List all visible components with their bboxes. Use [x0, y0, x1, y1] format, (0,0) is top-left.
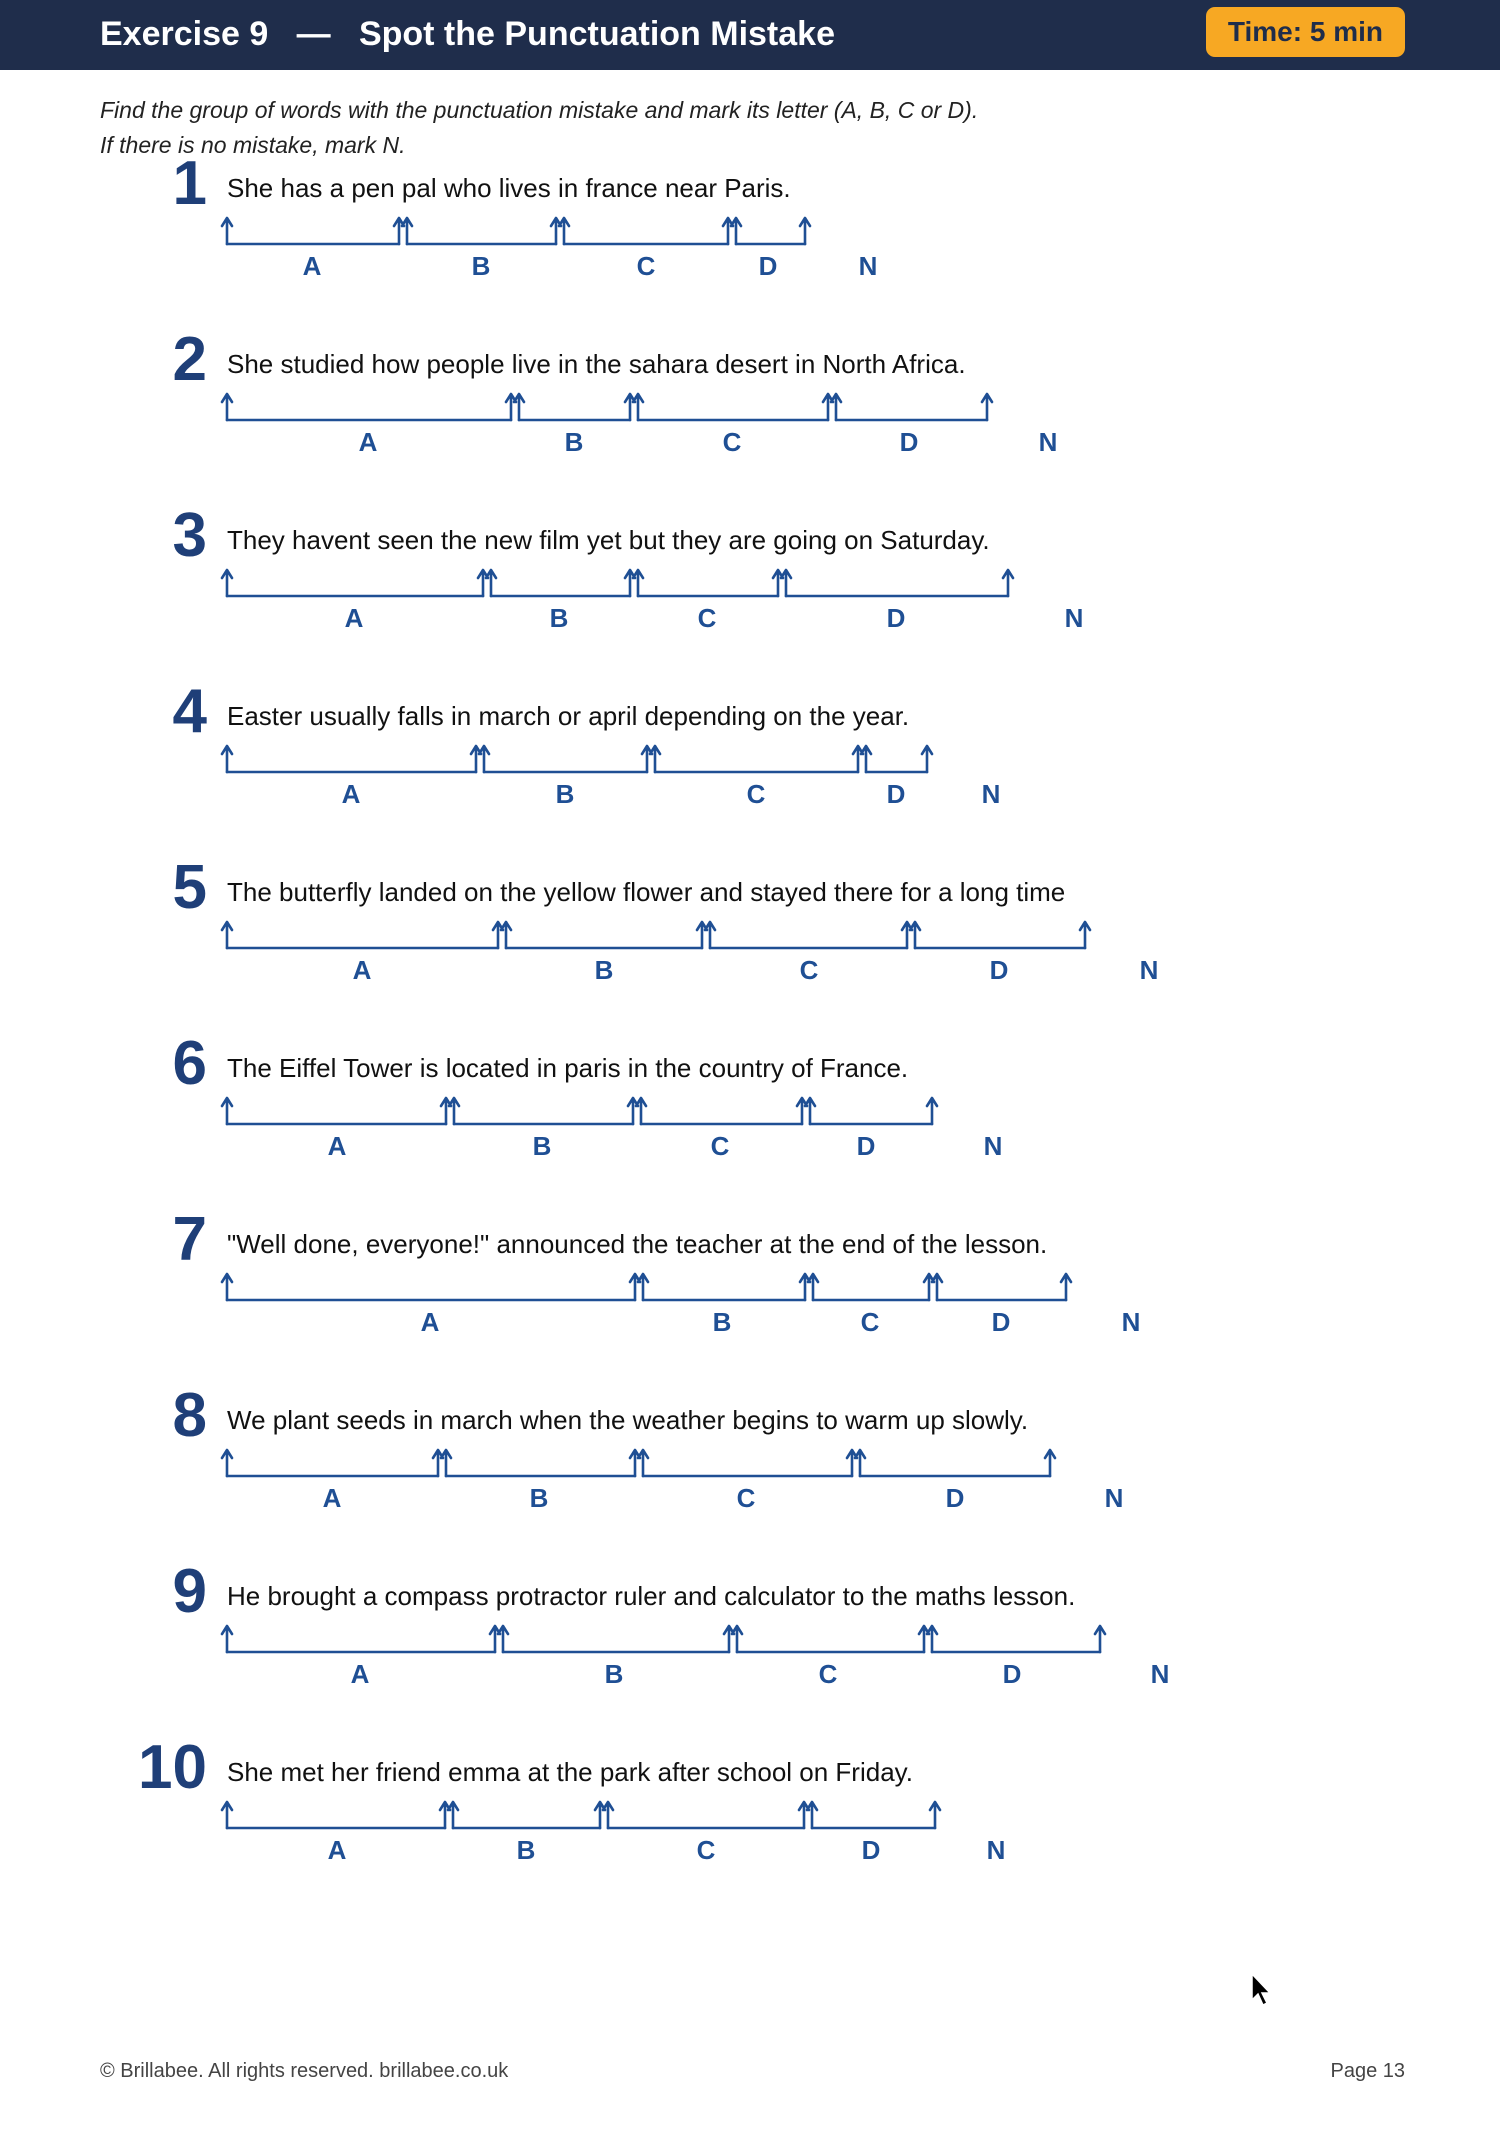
- bracket-arrow: [630, 1450, 640, 1476]
- answer-brackets: [0, 1566, 1500, 1736]
- bracket-arrow: [799, 1802, 809, 1828]
- timer-badge: Time: 5 min: [1206, 7, 1405, 57]
- option-a[interactable]: A: [358, 427, 378, 457]
- bracket-arrow: [441, 1450, 451, 1476]
- bracket-arrow: [498, 1626, 508, 1652]
- option-d[interactable]: D: [989, 955, 1009, 985]
- question-sentence: She studied how people live in the sahara desert in North Africa.: [227, 349, 966, 379]
- option-b[interactable]: B: [604, 1659, 624, 1689]
- option-n[interactable]: N: [981, 779, 1001, 809]
- option-b[interactable]: B: [712, 1307, 732, 1337]
- bracket-arrow: [551, 218, 561, 244]
- option-b[interactable]: B: [516, 1835, 536, 1865]
- bracket-arrow: [1045, 1450, 1055, 1476]
- answer-brackets: [0, 1214, 1500, 1384]
- bracket-arrow: [222, 1450, 232, 1476]
- answer-brackets: [0, 862, 1500, 1032]
- question-6: [0, 1029, 1500, 1208]
- option-c[interactable]: C: [860, 1307, 880, 1337]
- option-d[interactable]: D: [758, 251, 778, 281]
- bracket-arrow: [853, 746, 863, 772]
- bracket-arrow: [927, 1098, 937, 1124]
- option-d[interactable]: D: [945, 1483, 965, 1513]
- option-n[interactable]: N: [1121, 1307, 1141, 1337]
- bracket-arrow: [493, 922, 503, 948]
- question-number: 8: [172, 1381, 207, 1450]
- bracket-arrow: [636, 1098, 646, 1124]
- option-a[interactable]: A: [352, 955, 372, 985]
- question-sentence: "Well done, everyone!" announced the teacher at the end of the lesson.: [227, 1229, 1048, 1259]
- bracket-arrow: [479, 746, 489, 772]
- option-n[interactable]: N: [1064, 603, 1084, 633]
- bracket-arrow: [222, 1098, 232, 1124]
- option-b[interactable]: B: [529, 1483, 549, 1513]
- bracket-arrow: [448, 1802, 458, 1828]
- bracket-arrow: [1080, 922, 1090, 948]
- option-n[interactable]: N: [1104, 1483, 1124, 1513]
- option-a[interactable]: A: [302, 251, 322, 281]
- bracket-arrow: [930, 1802, 940, 1828]
- bracket-arrow: [478, 570, 488, 596]
- option-d[interactable]: D: [899, 427, 919, 457]
- question-sentence: We plant seeds in march when the weather begins to warm up slowly.: [227, 1405, 1029, 1435]
- bracket-arrow: [808, 1274, 818, 1300]
- bracket-arrow: [222, 218, 232, 244]
- bracket-arrow: [402, 218, 412, 244]
- instructions: [100, 93, 978, 163]
- page-title: [100, 15, 835, 54]
- question-7: [0, 1205, 1500, 1384]
- question-sentence: She met her friend emma at the park after school on Friday.: [227, 1757, 913, 1787]
- option-n[interactable]: N: [1038, 427, 1058, 457]
- instruction-line-2: If there is no mistake, mark N.: [100, 132, 406, 158]
- bracket-arrow: [922, 746, 932, 772]
- question-2: [0, 325, 1500, 504]
- question-sentence: The butterfly landed on the yellow flower and stayed there for a long time: [227, 877, 1066, 907]
- option-d[interactable]: D: [856, 1131, 876, 1161]
- question-3: [0, 501, 1500, 680]
- bracket-arrow: [807, 1802, 817, 1828]
- option-d[interactable]: D: [886, 603, 906, 633]
- question-sentence: The Eiffel Tower is located in paris in the country of France.: [227, 1053, 909, 1083]
- question-sentence: He brought a compass protractor ruler and calculator to the maths lesson.: [227, 1581, 1076, 1611]
- bracket-arrow: [222, 394, 232, 420]
- bracket-arrow: [222, 922, 232, 948]
- question-number: 1: [172, 149, 207, 218]
- bracket-arrow: [781, 570, 791, 596]
- question-number: 5: [172, 853, 207, 922]
- arrow-pointer-icon: [1250, 1972, 1274, 2008]
- question-number: 7: [172, 1205, 207, 1274]
- bracket-arrow: [559, 218, 569, 244]
- bracket-arrow: [1003, 570, 1013, 596]
- option-a[interactable]: A: [327, 1835, 347, 1865]
- option-b[interactable]: B: [471, 251, 491, 281]
- bracket-arrow: [910, 922, 920, 948]
- bracket-arrow: [919, 1626, 929, 1652]
- bracket-arrow: [831, 394, 841, 420]
- question-sentence: They havent seen the new film yet but they are going on Saturday.: [227, 525, 990, 555]
- bracket-arrow: [630, 1274, 640, 1300]
- bracket-arrow: [222, 1274, 232, 1300]
- option-d[interactable]: D: [991, 1307, 1011, 1337]
- bracket-arrow: [932, 1274, 942, 1300]
- bracket-arrow: [222, 746, 232, 772]
- bracket-arrow: [471, 746, 481, 772]
- bracket-arrow: [797, 1098, 807, 1124]
- option-d[interactable]: D: [861, 1835, 881, 1865]
- option-a[interactable]: A: [350, 1659, 370, 1689]
- option-n[interactable]: N: [983, 1131, 1003, 1161]
- bracket-arrow: [800, 218, 810, 244]
- answer-brackets: [0, 510, 1500, 680]
- question-number: 3: [172, 501, 207, 570]
- option-a[interactable]: A: [327, 1131, 347, 1161]
- bracket-arrow: [697, 922, 707, 948]
- bracket-arrow: [805, 1098, 815, 1124]
- bracket-arrow: [723, 218, 733, 244]
- option-b[interactable]: B: [564, 427, 584, 457]
- option-c[interactable]: C: [799, 955, 819, 985]
- bracket-arrow: [222, 1802, 232, 1828]
- bracket-arrow: [633, 394, 643, 420]
- title-dash: —: [296, 15, 331, 53]
- question-1: [0, 149, 1500, 328]
- answer-brackets: [0, 686, 1500, 856]
- option-b[interactable]: B: [555, 779, 575, 809]
- bracket-arrow: [490, 1626, 500, 1652]
- answer-brackets: [0, 334, 1500, 504]
- bracket-arrow: [638, 1450, 648, 1476]
- option-a[interactable]: A: [341, 779, 361, 809]
- bracket-arrow: [501, 922, 511, 948]
- page-number: Page 13: [1330, 2060, 1405, 2082]
- bracket-arrow: [724, 1626, 734, 1652]
- question-number: 9: [172, 1557, 207, 1626]
- bracket-arrow: [222, 570, 232, 596]
- question-9: [0, 1557, 1500, 1736]
- bracket-arrow: [982, 394, 992, 420]
- option-a[interactable]: A: [420, 1307, 440, 1337]
- bracket-arrow: [628, 1098, 638, 1124]
- bracket-arrow: [625, 394, 635, 420]
- bracket-arrow: [440, 1802, 450, 1828]
- question-8: [0, 1381, 1500, 1560]
- bracket-arrow: [732, 1626, 742, 1652]
- question-sentence: She has a pen pal who lives in france near Paris.: [227, 173, 791, 203]
- option-n[interactable]: N: [858, 251, 878, 281]
- exercise-header: [0, 0, 1500, 70]
- option-c[interactable]: C: [818, 1659, 838, 1689]
- question-number: 2: [172, 325, 207, 394]
- option-c[interactable]: C: [696, 1835, 716, 1865]
- bracket-arrow: [633, 570, 643, 596]
- option-d[interactable]: D: [1002, 1659, 1022, 1689]
- question-number: 6: [172, 1029, 207, 1098]
- bracket-arrow: [800, 1274, 810, 1300]
- option-c[interactable]: C: [736, 1483, 756, 1513]
- bracket-arrow: [433, 1450, 443, 1476]
- option-c[interactable]: C: [697, 603, 717, 633]
- bracket-arrow: [222, 1626, 232, 1652]
- bracket-arrow: [642, 746, 652, 772]
- option-n[interactable]: N: [1139, 955, 1159, 985]
- bracket-arrow: [603, 1802, 613, 1828]
- bracket-arrow: [855, 1450, 865, 1476]
- question-number: 10: [138, 1733, 207, 1802]
- exercise-number: Exercise 9: [100, 15, 269, 53]
- option-d[interactable]: D: [886, 779, 906, 809]
- option-a[interactable]: A: [344, 603, 364, 633]
- exercise-title: Spot the Punctuation Mistake: [358, 15, 835, 53]
- option-a[interactable]: A: [322, 1483, 342, 1513]
- question-5: [0, 853, 1500, 1032]
- option-c[interactable]: C: [710, 1131, 730, 1161]
- option-n[interactable]: N: [1150, 1659, 1170, 1689]
- question-number: 4: [172, 677, 207, 746]
- bracket-arrow: [441, 1098, 451, 1124]
- option-b[interactable]: B: [532, 1131, 552, 1161]
- answer-brackets: [0, 1038, 1500, 1208]
- bracket-arrow: [595, 1802, 605, 1828]
- instruction-line-1: Find the group of words with the punctuation mistake and mark its letter (A, B, C or D).: [100, 97, 979, 123]
- option-b[interactable]: B: [594, 955, 614, 985]
- bracket-arrow: [847, 1450, 857, 1476]
- question-4: [0, 677, 1500, 856]
- bracket-arrow: [861, 746, 871, 772]
- answer-brackets: [0, 1742, 1500, 1912]
- bracket-arrow: [705, 922, 715, 948]
- bracket-arrow: [514, 394, 524, 420]
- option-b[interactable]: B: [549, 603, 569, 633]
- option-n[interactable]: N: [986, 1835, 1006, 1865]
- option-c[interactable]: C: [722, 427, 742, 457]
- bracket-arrow: [625, 570, 635, 596]
- bracket-arrow: [486, 570, 496, 596]
- question-10: [0, 1733, 1500, 1912]
- bracket-arrow: [823, 394, 833, 420]
- copyright-notice: © Brillabee. All rights reserved. brillabee.co.uk: [100, 2060, 509, 2082]
- bracket-arrow: [927, 1626, 937, 1652]
- answer-brackets: [0, 1390, 1500, 1560]
- bracket-arrow: [902, 922, 912, 948]
- bracket-arrow: [449, 1098, 459, 1124]
- option-c[interactable]: C: [636, 251, 656, 281]
- bracket-arrow: [924, 1274, 934, 1300]
- bracket-arrow: [1061, 1274, 1071, 1300]
- bracket-arrow: [394, 218, 404, 244]
- bracket-arrow: [650, 746, 660, 772]
- bracket-arrow: [731, 218, 741, 244]
- question-sentence: Easter usually falls in march or april depending on the year.: [227, 701, 910, 731]
- answer-brackets: [0, 158, 1500, 328]
- option-c[interactable]: C: [746, 779, 766, 809]
- bracket-arrow: [1095, 1626, 1105, 1652]
- bracket-arrow: [638, 1274, 648, 1300]
- bracket-arrow: [506, 394, 516, 420]
- bracket-arrow: [773, 570, 783, 596]
